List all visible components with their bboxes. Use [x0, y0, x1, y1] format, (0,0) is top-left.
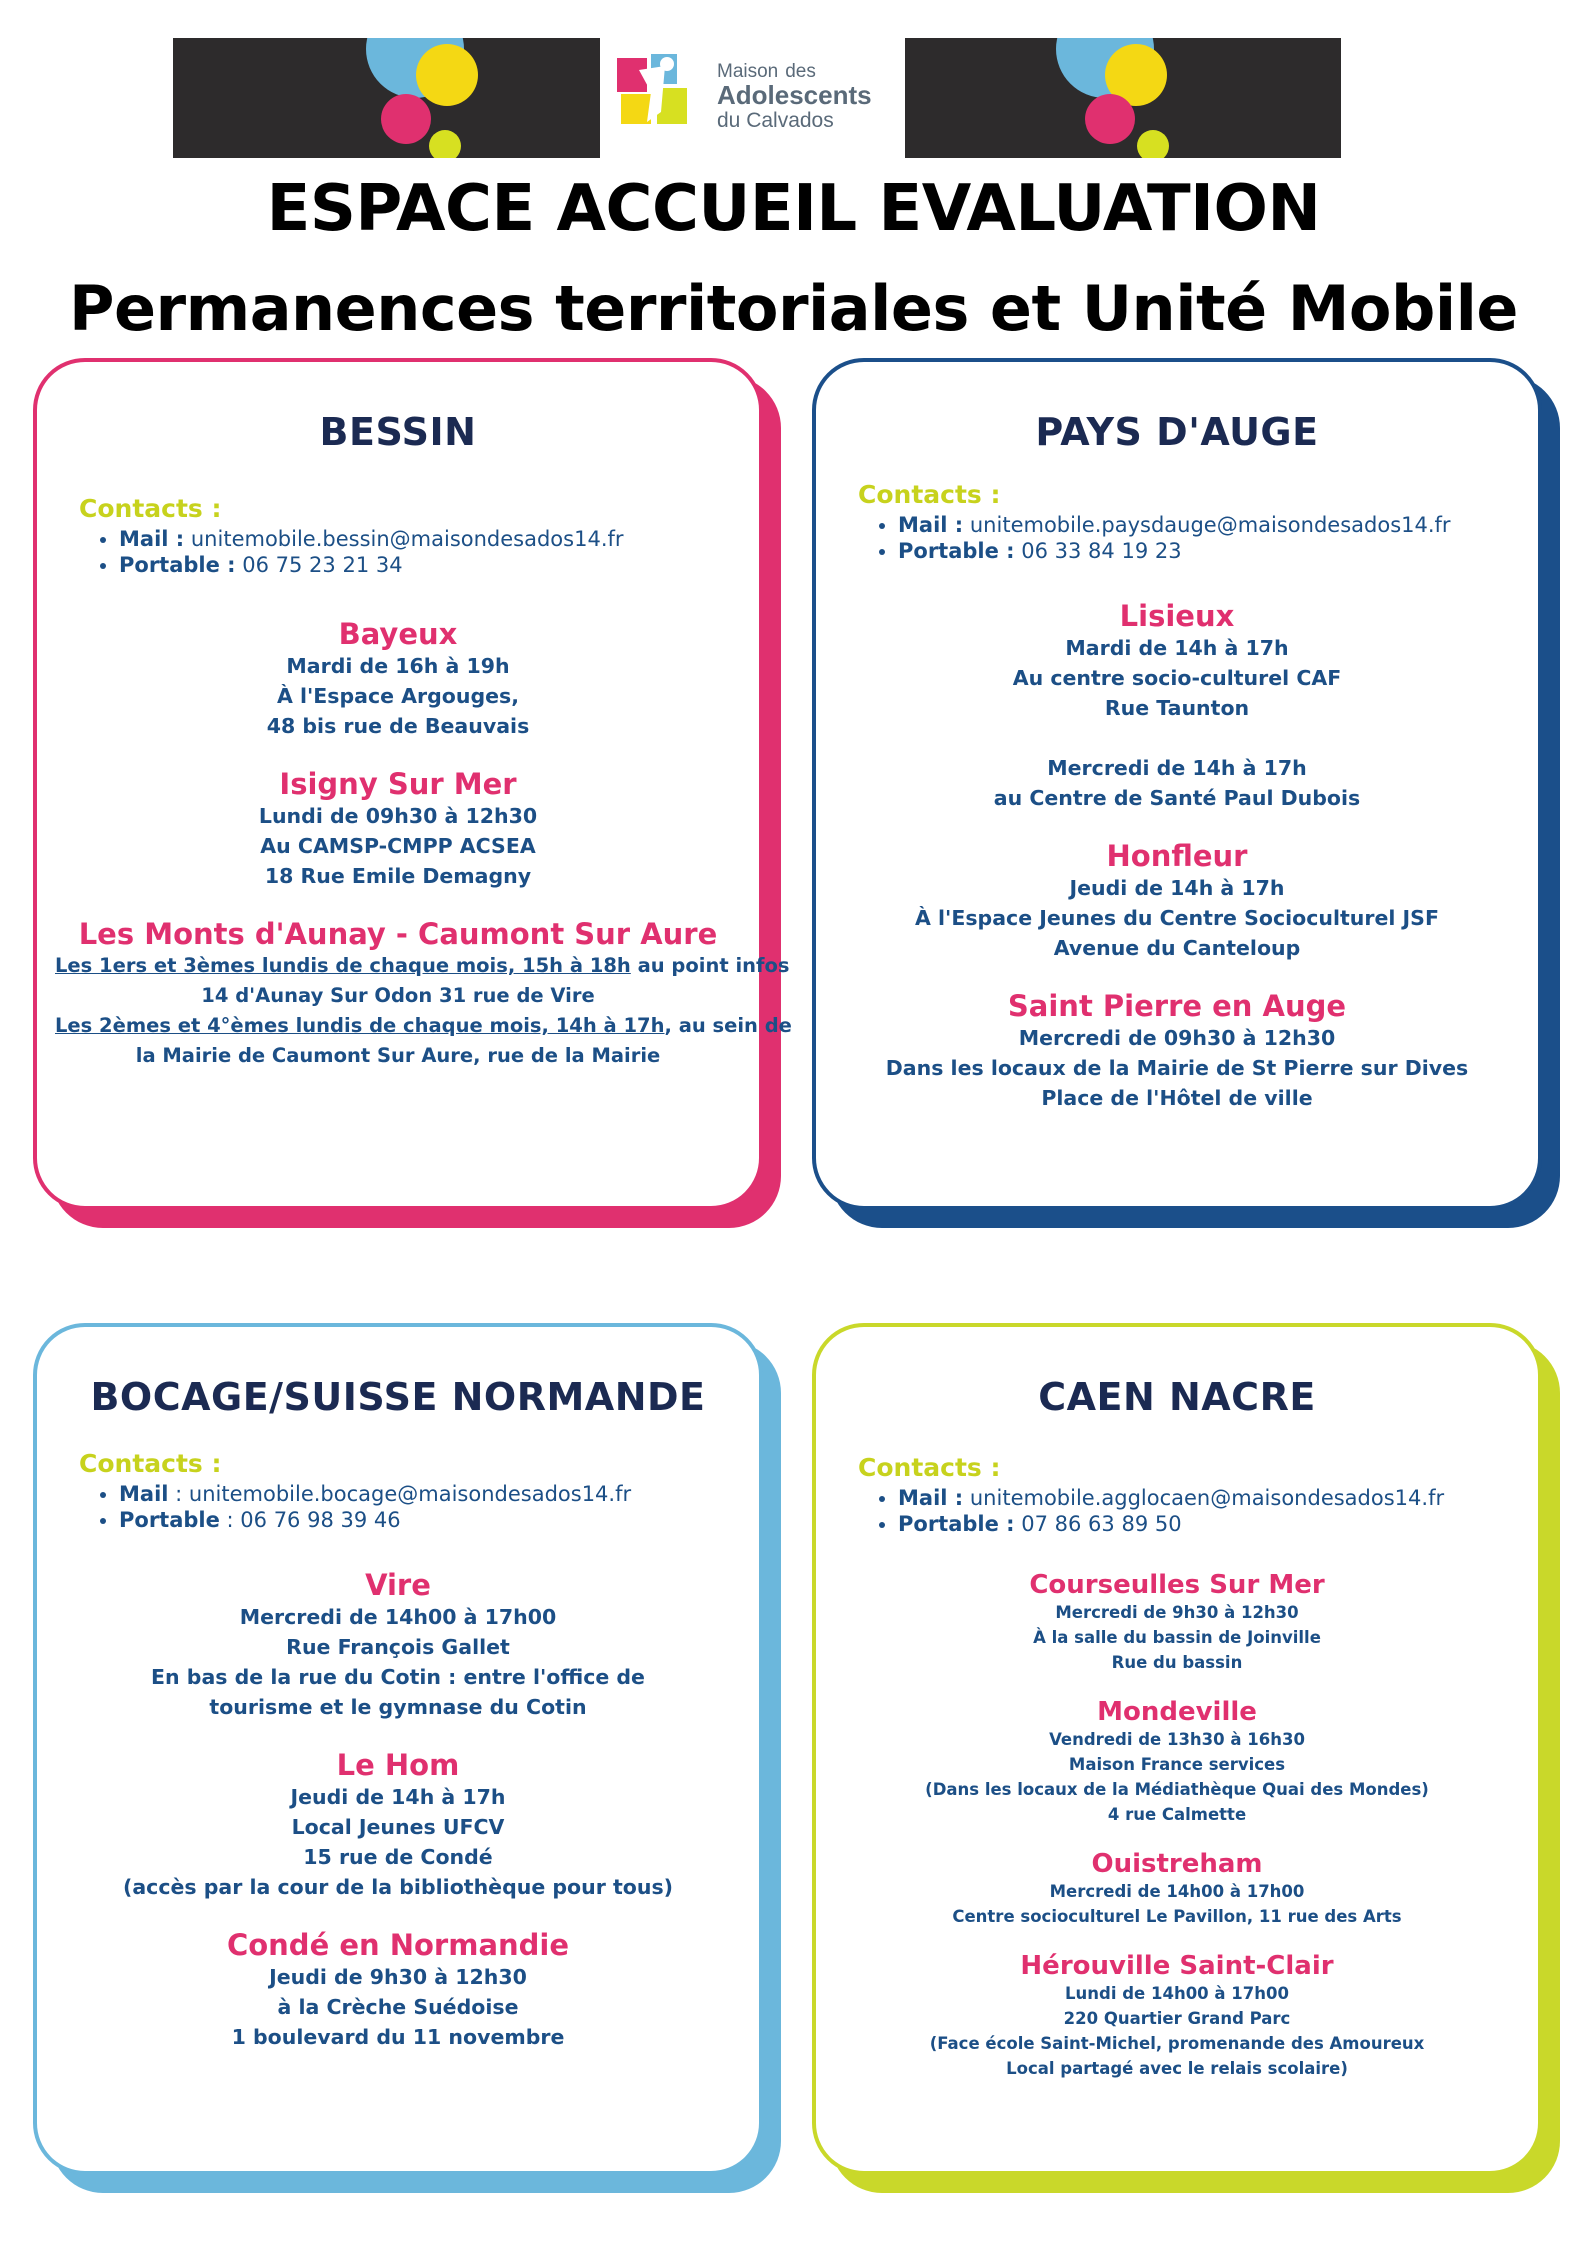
decor-dot-yellow: [416, 44, 478, 106]
address-line: (accès par la cour de la bibliothèque pour tous): [122, 1875, 674, 1899]
address-line: Rue François Gallet: [286, 1635, 510, 1659]
address-line: tourisme et le gymnase du Cotin: [209, 1695, 587, 1719]
town-ouistreham: Ouistreham: [1091, 1849, 1263, 1879]
schedule-line: Vendredi de 13h30 à 16h30: [1049, 1730, 1305, 1749]
mail-link[interactable]: : unitemobile.bocage@maisondesados14.fr: [175, 1482, 632, 1506]
contact-phone: • Portable : 06 33 84 19 23: [898, 539, 1520, 563]
decor-dot-pink: [381, 94, 431, 144]
schedule-line: Les 2èmes et 4°èmes lundis de chaque mois, 14h à 17h, au sein de: [55, 1014, 792, 1037]
contacts-label: Contacts :: [858, 1453, 1001, 1482]
contact-phone: • Portable : 06 75 23 21 34: [119, 553, 741, 577]
address-line: À la salle du bassin de Joinville: [1033, 1628, 1321, 1647]
page-title: ESPACE ACCUEIL EVALUATION: [266, 172, 1321, 246]
contact-list: [834, 1486, 1520, 1536]
schedule-line: Jeudi de 9h30 à 12h30: [269, 1965, 527, 1989]
contacts-label: Contacts :: [79, 494, 222, 523]
decor-dot-lime: [429, 130, 461, 158]
card-caen-nacre: [812, 1323, 1542, 2175]
header-banner-right: [905, 38, 1341, 158]
address-line: Maison France services: [1068, 1755, 1286, 1774]
schedule-line: Mercredi de 9h30 à 12h30: [1055, 1603, 1299, 1622]
address-line: Local Jeunes UFCV: [291, 1815, 505, 1839]
phone-number[interactable]: 06 33 84 19 23: [1021, 539, 1182, 563]
town-bayeux: Bayeux: [338, 617, 458, 651]
town-isigny: Isigny Sur Mer: [279, 767, 517, 801]
contact-mail: • Mail : unitemobile.paysdauge@maisondesados14.fr: [898, 513, 1520, 537]
address-line: Centre socioculturel Le Pavillon, 11 rue des Arts: [952, 1907, 1402, 1926]
contact-list: [55, 527, 741, 577]
town-le-hom: Le Hom: [336, 1748, 460, 1782]
card-bocage: [33, 1323, 763, 2175]
maison-des-adolescents-logo: [617, 48, 889, 158]
page-subtitle: Permanences territoriales et Unité Mobile: [69, 272, 1518, 345]
town-honfleur: Honfleur: [1106, 839, 1248, 873]
address-line: Dans les locaux de la Mairie de St Pierre sur Dives: [885, 1056, 1469, 1080]
town-saint-pierre-en-auge: Saint Pierre en Auge: [1007, 989, 1347, 1023]
schedule-line: Lundi de 14h00 à 17h00: [1065, 1984, 1289, 2003]
address-line: Avenue du Canteloup: [1053, 936, 1301, 960]
mail-link[interactable]: unitemobile.paysdauge@maisondesados14.fr: [969, 513, 1451, 537]
address-line: À l'Espace Argouges,: [276, 684, 520, 708]
contacts-label: Contacts :: [858, 480, 1001, 509]
contact-phone: • Portable : 06 76 98 39 46: [119, 1508, 741, 1532]
card-pays-dauge: [812, 358, 1542, 1210]
region-title: BOCAGE/SUISSE NORMANDE: [90, 1375, 706, 1419]
address-line: 15 rue de Condé: [303, 1845, 493, 1869]
address-line: à la Crèche Suédoise: [277, 1995, 519, 2019]
address-line: En bas de la rue du Cotin : entre l'office de: [151, 1665, 645, 1689]
town-monts-aunay: Les Monts d'Aunay - Caumont Sur Aure: [78, 917, 718, 951]
schedule-line: Jeudi de 14h à 17h: [1069, 876, 1285, 900]
schedule-line: Mercredi de 14h00 à 17h00: [1049, 1882, 1305, 1901]
phone-number[interactable]: : 06 76 98 39 46: [226, 1508, 401, 1532]
decor-dot-pink: [1085, 94, 1135, 144]
card-bessin: [33, 358, 792, 1210]
schedule-line: Lundi de 09h30 à 12h30: [258, 804, 538, 828]
decor-dot-lime: [1137, 130, 1169, 158]
region-title: BESSIN: [319, 410, 477, 454]
address-line: À l'Espace Jeunes du Centre Socioculturel JSF: [915, 906, 1439, 930]
address-line: 48 bis rue de Beauvais: [266, 714, 530, 738]
address-line: Rue du bassin: [1111, 1653, 1243, 1672]
address-line: Au centre socio-culturel CAF: [1012, 666, 1342, 690]
town-lisieux: Lisieux: [1119, 599, 1235, 633]
contact-mail: • Mail : unitemobile.bessin@maisondesados14.fr: [119, 527, 741, 551]
contact-mail: • Mail : unitemobile.bocage@maisondesados14.fr: [119, 1482, 741, 1506]
region-title: PAYS D'AUGE: [1035, 410, 1319, 454]
contact-phone: • Portable : 07 86 63 89 50: [898, 1512, 1520, 1536]
address-line: (Dans les locaux de la Médiathèque Quai des Mondes): [925, 1780, 1429, 1799]
address-line: la Mairie de Caumont Sur Aure, rue de la Mairie: [135, 1044, 661, 1067]
address-line: Local partagé avec le relais scolaire): [1006, 2059, 1348, 2078]
phone-number[interactable]: 07 86 63 89 50: [1021, 1512, 1182, 1536]
address-line: 18 Rue Emile Demagny: [264, 864, 532, 888]
address-line: Au CAMSP-CMPP ACSEA: [260, 834, 536, 858]
address-line: Rue Taunton: [1104, 696, 1250, 720]
town-courseulles: Courseulles Sur Mer: [1029, 1570, 1325, 1600]
phone-number[interactable]: 06 75 23 21 34: [242, 553, 403, 577]
address-line: au Centre de Santé Paul Dubois: [993, 786, 1361, 810]
schedule-line: Les 1ers et 3èmes lundis de chaque mois, 15h à 18h au point infos: [55, 954, 790, 977]
address-line: 1 boulevard du 11 novembre: [231, 2025, 565, 2049]
logo-text-des: des: [785, 61, 816, 82]
address-line: 14 d'Aunay Sur Odon 31 rue de Vire: [201, 984, 595, 1007]
schedule-line: Mercredi de 14h00 à 17h00: [239, 1605, 557, 1629]
schedule-line: Mercredi de 14h à 17h: [1047, 756, 1307, 780]
logo-figure-icon: [617, 52, 695, 132]
mail-link[interactable]: unitemobile.agglocaen@maisondesados14.fr: [969, 1486, 1445, 1510]
region-title: CAEN NACRE: [1038, 1375, 1316, 1419]
address-line: (Face école Saint-Michel, promenande des Amoureux: [929, 2034, 1425, 2053]
address-line: 4 rue Calmette: [1107, 1805, 1247, 1824]
town-vire: Vire: [365, 1568, 431, 1602]
schedule-line: Jeudi de 14h à 17h: [290, 1785, 506, 1809]
schedule-line: Mardi de 14h à 17h: [1065, 636, 1289, 660]
logo-text-calvados: du Calvados: [717, 108, 834, 132]
town-herouville: Hérouville Saint-Clair: [1020, 1951, 1334, 1981]
contact-mail: • Mail : unitemobile.agglocaen@maisondesados14.fr: [898, 1486, 1520, 1510]
town-conde-en-normandie: Condé en Normandie: [226, 1928, 570, 1962]
logo-text-adolescents: Adolescents: [717, 80, 872, 111]
town-mondeville: Mondeville: [1097, 1697, 1257, 1727]
header-banner-left: [173, 38, 600, 158]
mail-link[interactable]: unitemobile.bessin@maisondesados14.fr: [190, 527, 624, 551]
address-line: Place de l'Hôtel de ville: [1041, 1086, 1313, 1110]
schedule-line: Mercredi de 09h30 à 12h30: [1018, 1026, 1336, 1050]
contact-list: [834, 513, 1520, 563]
address-line: 220 Quartier Grand Parc: [1063, 2009, 1291, 2028]
logo-text-maison: Maison: [717, 61, 779, 82]
contacts-label: Contacts :: [79, 1449, 222, 1478]
schedule-line: Mardi de 16h à 19h: [286, 654, 510, 678]
contact-list: [55, 1482, 741, 1532]
